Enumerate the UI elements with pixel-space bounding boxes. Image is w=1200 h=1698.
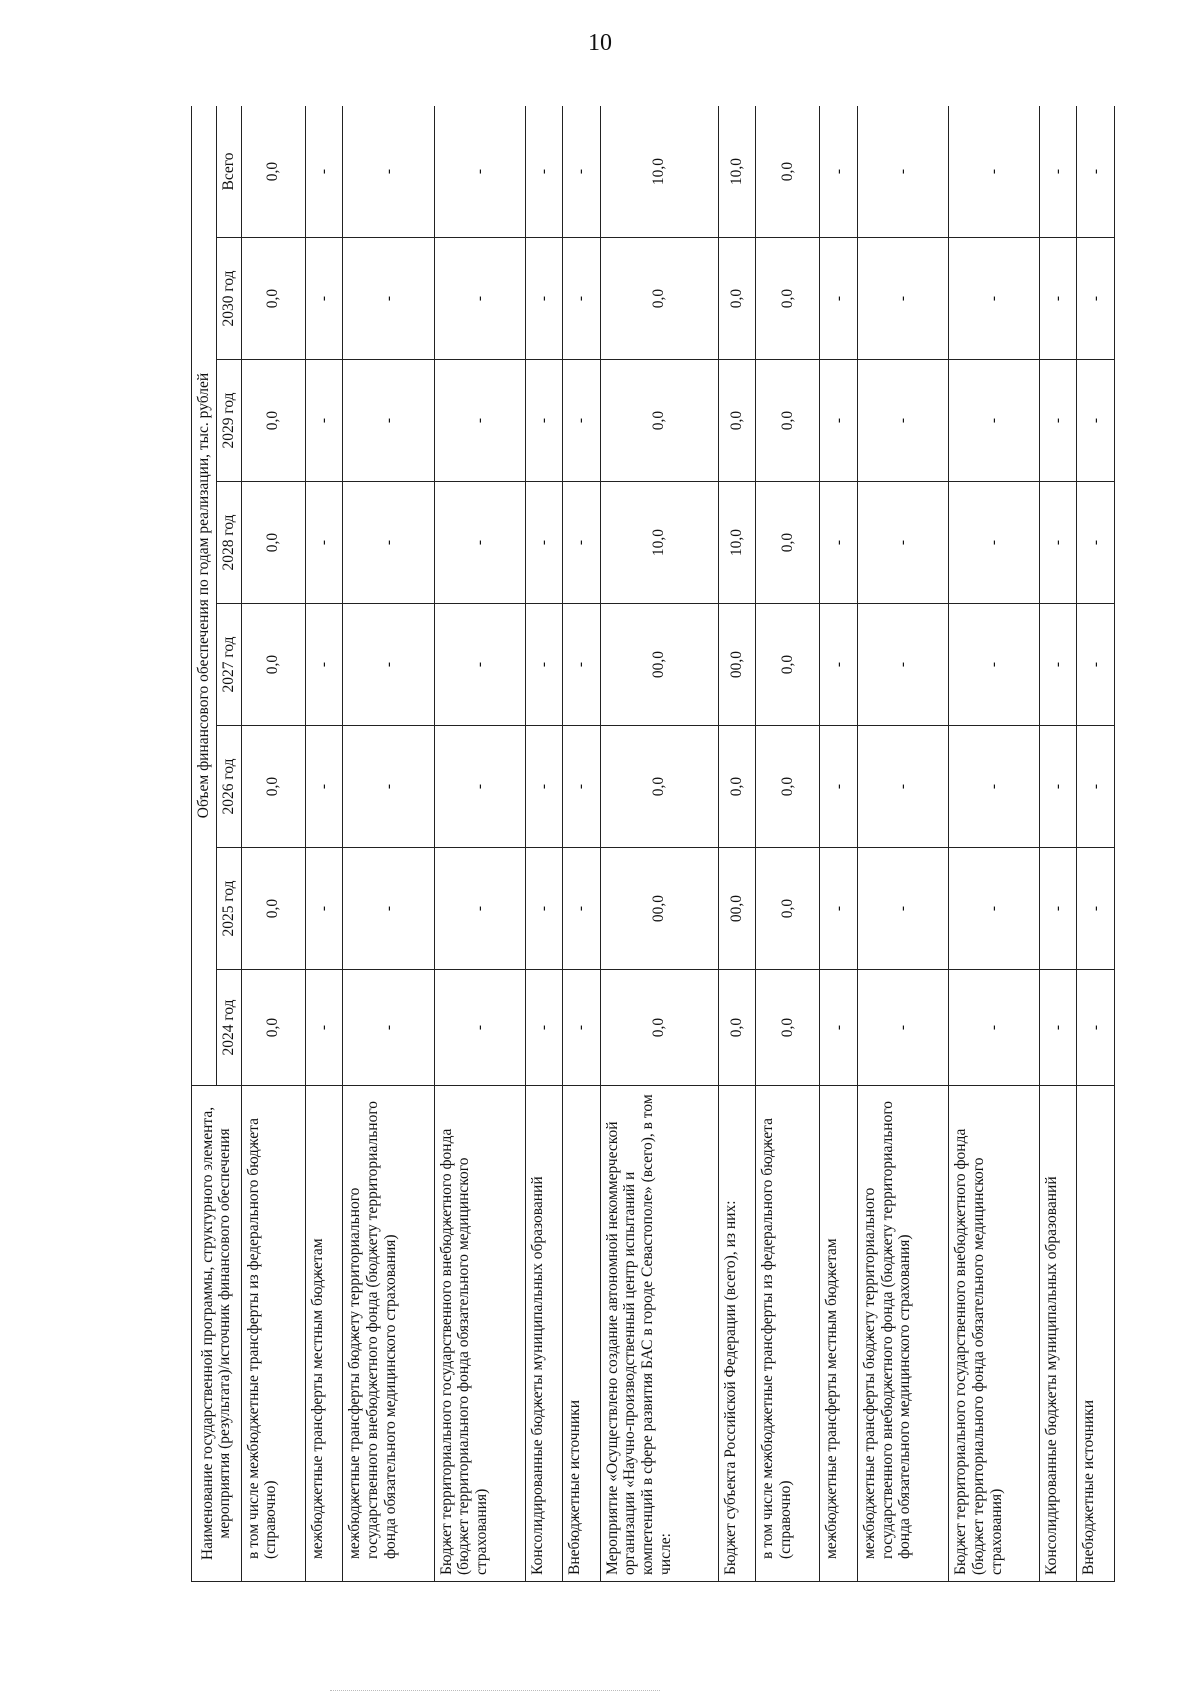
row-value-cell: - [343,482,434,604]
row-name-cell: межбюджетные трансферты местным бюджетам [820,1086,857,1582]
row-value-cell: - [525,970,562,1086]
row-value-cell: - [1077,238,1115,360]
row-value-cell: - [1040,848,1077,970]
row-total-cell: 10,0 [600,106,718,238]
row-value-cell: - [525,482,562,604]
row-name-cell: Внебюджетные источники [563,1086,600,1582]
scan-artifact-line [330,1690,660,1692]
row-value-cell: - [857,726,948,848]
row-value-cell: - [305,482,342,604]
row-value-cell: 0,0 [241,970,305,1086]
row-value-cell: - [1077,970,1115,1086]
row-value-cell: - [1077,848,1115,970]
row-value-cell: 0,0 [600,360,718,482]
row-value-cell: 0,0 [600,238,718,360]
table-row [820,106,857,1582]
row-value-cell: - [820,848,857,970]
row-value-cell: - [305,238,342,360]
row-value-cell: - [948,360,1039,482]
row-value-cell: - [343,360,434,482]
row-value-cell: - [343,970,434,1086]
row-value-cell: - [305,604,342,726]
row-name-cell: межбюджетные трансферты бюджету территориального государственного внебюджетного фонда (бюджету территориального фонда обязательного медицинского страхования) [343,1086,434,1582]
rotated-table-frame [191,106,1115,1582]
header-year: 2025 год [216,848,241,970]
row-value-cell: - [343,238,434,360]
row-value-cell: - [434,726,525,848]
header-year: 2029 год [216,360,241,482]
row-value-cell: - [948,970,1039,1086]
row-value-cell: 0,0 [755,238,819,360]
row-value-cell: - [948,848,1039,970]
table-row [434,106,525,1582]
row-value-cell: - [563,238,600,360]
header-financing-group: Объем финансового обеспечения по годам реализации, тыс. рублей [192,106,217,1086]
row-name-cell: Бюджет субъекта Российской Федерации (всего), из них: [718,1086,755,1582]
row-value-cell: 0,0 [755,848,819,970]
row-value-cell: 0,0 [241,848,305,970]
row-value-cell: - [820,970,857,1086]
row-value-cell: - [434,970,525,1086]
row-value-cell: - [525,604,562,726]
table-row [857,106,948,1582]
row-value-cell: - [1040,604,1077,726]
row-value-cell: - [563,848,600,970]
row-name-cell: в том числе межбюджетные трансферты из федерального бюджета (справочно) [755,1086,819,1582]
row-value-cell: 10,0 [600,482,718,604]
row-value-cell: 0,0 [718,726,755,848]
row-value-cell: 0,0 [718,238,755,360]
row-value-cell: - [820,726,857,848]
row-total-cell: - [1077,106,1115,238]
table-row [563,106,600,1582]
row-value-cell: - [305,848,342,970]
row-value-cell: 0,0 [755,604,819,726]
row-value-cell: 0,0 [718,970,755,1086]
header-year: 2028 год [216,482,241,604]
row-total-cell: - [948,106,1039,238]
row-value-cell: - [857,848,948,970]
row-value-cell: - [1040,482,1077,604]
row-value-cell: - [1040,726,1077,848]
row-value-cell: - [563,360,600,482]
row-value-cell: - [434,360,525,482]
row-value-cell: - [434,482,525,604]
row-value-cell: - [1040,360,1077,482]
table-row [241,106,305,1582]
header-year: 2024 год [216,970,241,1086]
table-row [718,106,755,1582]
row-total-cell: - [305,106,342,238]
table-row [1077,106,1115,1582]
row-value-cell: - [434,238,525,360]
row-value-cell: - [857,604,948,726]
row-total-cell: - [857,106,948,238]
row-value-cell: - [434,848,525,970]
header-year: 2026 год [216,726,241,848]
table-row [600,106,718,1582]
row-value-cell: - [857,360,948,482]
row-value-cell: - [563,726,600,848]
row-value-cell: - [525,238,562,360]
row-value-cell: - [1077,360,1115,482]
row-value-cell: 0,0 [241,360,305,482]
table-row [948,106,1039,1582]
row-value-cell: - [948,482,1039,604]
row-value-cell: - [343,604,434,726]
row-value-cell: - [563,970,600,1086]
row-value-cell: - [820,238,857,360]
row-value-cell: - [1077,482,1115,604]
table-row [343,106,434,1582]
row-value-cell: - [343,726,434,848]
row-total-cell: 0,0 [755,106,819,238]
row-value-cell: - [563,604,600,726]
row-name-cell: Консолидированные бюджеты муниципальных образований [1040,1086,1077,1582]
row-value-cell: - [948,726,1039,848]
row-value-cell: 0,0 [241,238,305,360]
row-name-cell: в том числе межбюджетные трансферты из федерального бюджета (справочно) [241,1086,305,1582]
row-value-cell: - [820,604,857,726]
row-name-cell: Консолидированные бюджеты муниципальных образований [525,1086,562,1582]
row-value-cell: - [343,848,434,970]
row-value-cell: - [857,482,948,604]
row-value-cell: 0,0 [755,970,819,1086]
row-name-cell: межбюджетные трансферты бюджету территориального государственного внебюджетного фонда (бюджету территориального фонда обязательного медицинского страхования) [857,1086,948,1582]
row-value-cell: 00,0 [600,848,718,970]
table-row [755,106,819,1582]
row-total-cell: 10,0 [718,106,755,238]
row-value-cell: - [948,604,1039,726]
row-total-cell: - [820,106,857,238]
table-row [1040,106,1077,1582]
row-value-cell: - [305,726,342,848]
table-row [525,106,562,1582]
row-value-cell: 0,0 [241,726,305,848]
row-value-cell: - [305,360,342,482]
row-value-cell: - [820,360,857,482]
row-value-cell: - [563,482,600,604]
header-row-group [192,106,217,1582]
row-value-cell: 10,0 [718,482,755,604]
row-name-cell: Внебюджетные источники [1077,1086,1115,1582]
row-value-cell: 00,0 [718,848,755,970]
header-name-column: Наименование государственной программы, структурного элемента, мероприятия (результата)/источник финансового обеспечения [192,1086,242,1582]
row-value-cell: 0,0 [600,726,718,848]
row-value-cell: 0,0 [241,482,305,604]
page-number: 10 [588,30,612,56]
row-value-cell: - [1077,726,1115,848]
row-value-cell: - [1040,238,1077,360]
row-name-cell: Бюджет территориального государственного внебюджетного фонда (бюджет территориального фонда обязательного медицинского страхования) [948,1086,1039,1582]
header-total: Всего [216,106,241,238]
table-row [305,106,342,1582]
row-value-cell: - [948,238,1039,360]
row-value-cell: - [525,360,562,482]
row-name-cell: Бюджет территориального государственного внебюджетного фонда (бюджет территориального фонда обязательного медицинского страхования) [434,1086,525,1582]
row-value-cell: 0,0 [241,604,305,726]
row-value-cell: 0,0 [755,726,819,848]
row-total-cell: - [1040,106,1077,238]
row-name-cell: Мероприятие «Осуществлено создание автономной некоммерческой организации «Научно-производственный центр испытаний и компетенций в сфере развития БАС в городе Севастополе» (всего), в том числе: [600,1086,718,1582]
row-value-cell: 00,0 [600,604,718,726]
row-value-cell: - [305,970,342,1086]
table-body [241,106,1114,1582]
row-value-cell: - [1077,604,1115,726]
row-total-cell: - [343,106,434,238]
row-value-cell: - [525,726,562,848]
row-value-cell: - [857,238,948,360]
header-year: 2027 год [216,604,241,726]
row-value-cell: 0,0 [755,360,819,482]
row-total-cell: - [434,106,525,238]
row-value-cell: 0,0 [718,360,755,482]
financing-table-container [191,106,1115,1582]
header-year: 2030 год [216,238,241,360]
row-value-cell: - [1040,970,1077,1086]
financing-table [191,106,1115,1582]
row-value-cell: 0,0 [600,970,718,1086]
row-value-cell: - [857,970,948,1086]
row-value-cell: 0,0 [755,482,819,604]
row-value-cell: - [525,848,562,970]
row-total-cell: - [525,106,562,238]
row-value-cell: - [434,604,525,726]
row-total-cell: 0,0 [241,106,305,238]
row-total-cell: - [563,106,600,238]
row-value-cell: - [820,482,857,604]
row-value-cell: 00,0 [718,604,755,726]
row-name-cell: межбюджетные трансферты местным бюджетам [305,1086,342,1582]
